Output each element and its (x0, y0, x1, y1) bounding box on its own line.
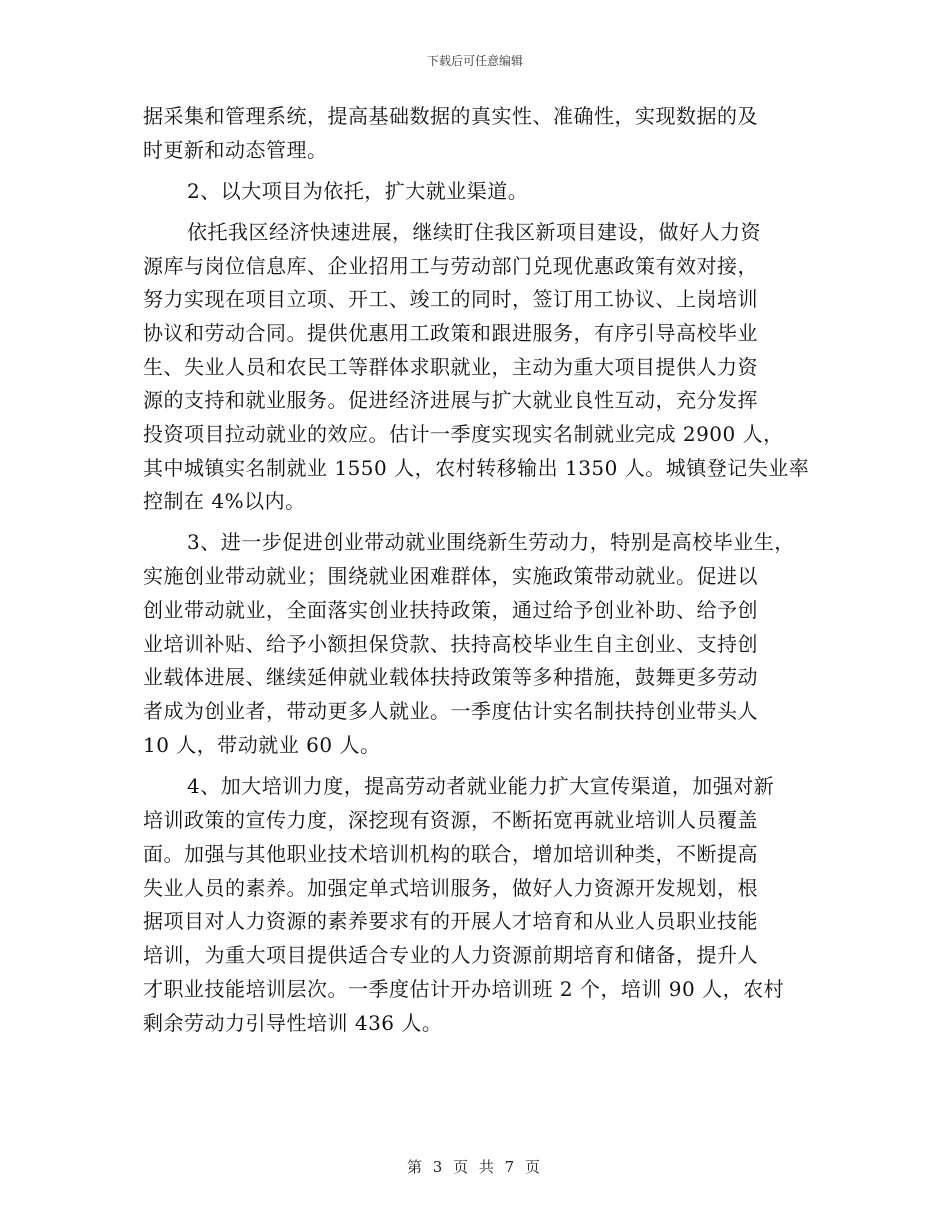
text-line: 协议和劳动合同。提供优惠用工政策和跟进服务，有序引导高校毕业 (143, 321, 758, 345)
text-line: 源的支持和就业服务。促进经济进展与扩大就业良性互动，充分发挥 (143, 388, 758, 412)
text-line: 其中城镇实名制就业 1550 人，农村转移输出 1350 人。城镇登记失业率 (143, 456, 810, 480)
section-heading: 3、进一步促进创业带动就业围绕新生劳动力，特别是高校毕业生， (187, 530, 795, 554)
text-line: 者成为创业者，带动更多人就业。一季度估计实名制扶持创业带头人 (143, 699, 758, 723)
text-line: 面。加强与其他职业技术培训机构的联合，增加培训种类，不断提高 (143, 842, 758, 866)
text-line: 据项目对人力资源的素养要求有的开展人才培育和从业人员职业技能 (143, 909, 758, 933)
text-line: 投资项目拉动就业的效应。估计一季度实现实名制就业完成 2900 人， (143, 422, 784, 446)
text-line: 源库与岗位信息库、企业招用工与劳动部门兑现优惠政策有效对接， (143, 254, 758, 278)
text-line: 培训，为重大项目提供适合专业的人力资源前期培育和储备，提升人 (143, 943, 758, 967)
text-line: 生、失业人员和农民工等群体求职就业，主动为重大项目提供人力资 (143, 355, 758, 379)
text-line: 才职业技能培训层次。一季度估计开办培训班 2 个，培训 90 人，农村 (143, 977, 785, 1001)
text-line: 10 人，带动就业 60 人。 (143, 733, 381, 757)
page-header: 下载后可任意编辑 (426, 54, 523, 68)
text-line: 失业人员的素养。加强定单式培训服务，做好人力资源开发规划，根 (143, 876, 758, 900)
page-number: 第 3 页 共 7 页 (407, 1158, 543, 1176)
section-heading: 4、加大培训力度，提高劳动者就业能力扩大宣传渠道，加强对新 (187, 774, 775, 798)
text-line: 控制在 4%以内。 (143, 489, 306, 513)
text-line: 剩余劳动力引导性培训 436 人。 (143, 1011, 443, 1035)
text-line: 培训政策的宣传力度，深挖现有资源，不断拓宽再就业培训人员覆盖 (143, 808, 758, 832)
section-heading: 2、以大项目为依托，扩大就业渠道。 (187, 179, 529, 203)
text-line: 创业带动就业，全面落实创业扶持政策，通过给予创业补助、给予创 (143, 598, 758, 622)
text-line: 依托我区经济快速进展，继续盯住我区新项目建设，做好人力资 (187, 220, 761, 244)
text-line: 时更新和动态管理。 (143, 138, 328, 162)
text-line: 实施创业带动就业；围绕就业困难群体，实施政策带动就业。促进以 (143, 564, 758, 588)
text-line: 业载体进展、继续延伸就业载体扶持政策等多种措施，鼓舞更多劳动 (143, 665, 758, 689)
text-line: 努力实现在项目立项、开工、竣工的同时，签订用工协议、上岗培训 (143, 287, 758, 311)
text-line: 业培训补贴、给予小额担保贷款、扶持高校毕业生自主创业、支持创 (143, 632, 758, 656)
text-line: 据采集和管理系统，提高基础数据的真实性、准确性，实现数据的及 (143, 104, 758, 128)
